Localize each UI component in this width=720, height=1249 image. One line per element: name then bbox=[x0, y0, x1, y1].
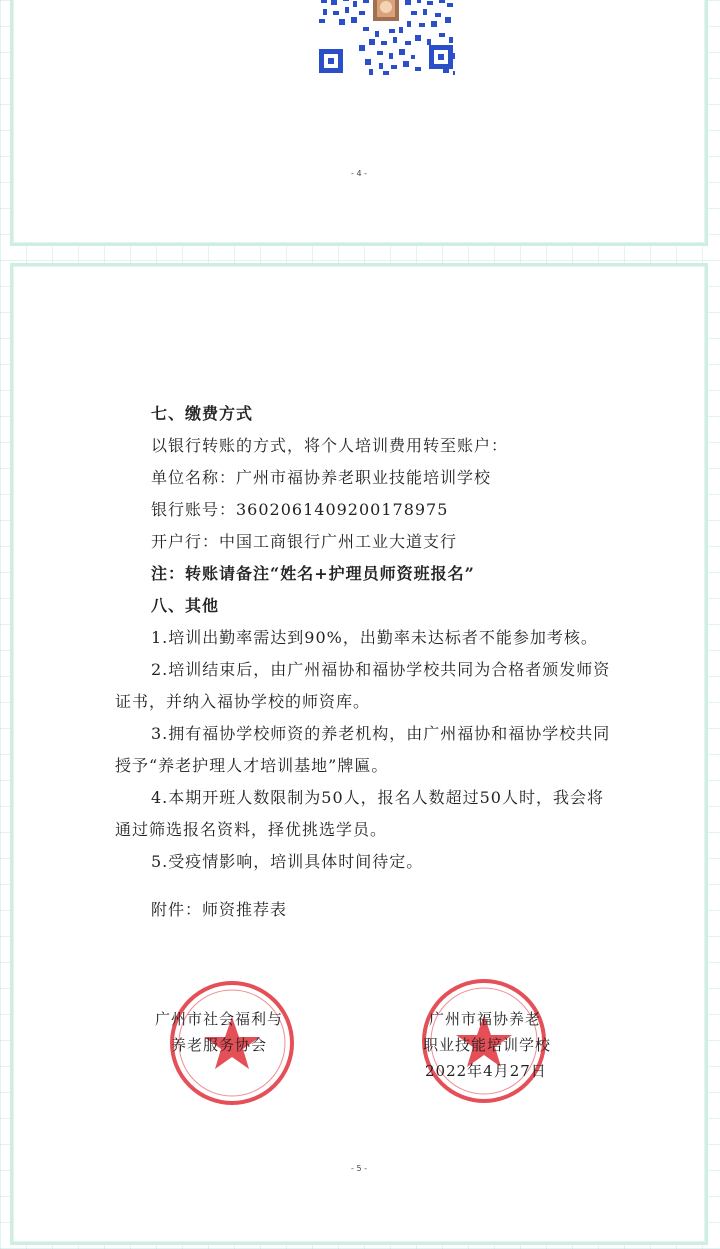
account-name: 单位名称：广州市福协养老职业技能培训学校 bbox=[151, 468, 492, 487]
bank-name: 开户行：中国工商银行广州工业大道支行 bbox=[151, 532, 458, 551]
payment-intro: 以银行转账的方式，将个人培训费用转至账户： bbox=[151, 436, 509, 455]
page-number: - 5 - bbox=[351, 1164, 367, 1173]
signer-left-line2: 养老服务协会 bbox=[171, 1036, 268, 1054]
signature-date: 2022年4月27日 bbox=[425, 1062, 547, 1080]
account-number: 银行账号：3602061409200178975 bbox=[151, 500, 449, 519]
list-item: 2.培训结束后，由广州福协和福协学校共同为合格者颁发师资证书，并纳入福协学校的师资库。 bbox=[115, 660, 611, 711]
page-number: - 4 - bbox=[351, 169, 367, 178]
signer-right-line1: 广州市福协养老 bbox=[429, 1010, 542, 1028]
qr-code bbox=[319, 0, 455, 77]
document-page-5 bbox=[10, 263, 708, 1245]
attachment-line: 附件：师资推荐表 bbox=[151, 900, 288, 919]
payment-section bbox=[115, 398, 615, 926]
signer-right bbox=[423, 1006, 551, 1084]
list-item: 4.本期开班人数限制为50人，报名人数超过50人时，我会将通过筛选报名资料，择优挑选学员。 bbox=[115, 788, 604, 839]
list-item: 5.受疫情影响，培训具体时间待定。 bbox=[151, 852, 424, 871]
list-item: 1.培训出勤率需达到90%，出勤率未达标者不能参加考核。 bbox=[151, 628, 598, 647]
signer-left-line1: 广州市社会福利与 bbox=[155, 1010, 284, 1028]
signer-right-line2: 职业技能培训学校 bbox=[423, 1036, 552, 1054]
transfer-note: 注：转账请备注“姓名+护理员师资班报名” bbox=[151, 564, 475, 583]
section-heading: 七、缴费方式 bbox=[151, 404, 254, 423]
section-heading: 八、其他 bbox=[151, 596, 220, 615]
document-page-4 bbox=[10, 0, 708, 246]
signer-left bbox=[155, 1006, 283, 1058]
list-item: 3.拥有福协学校师资的养老机构，由广州福协和福协学校共同授予“养老护理人才培训基地”牌匾。 bbox=[115, 724, 611, 775]
